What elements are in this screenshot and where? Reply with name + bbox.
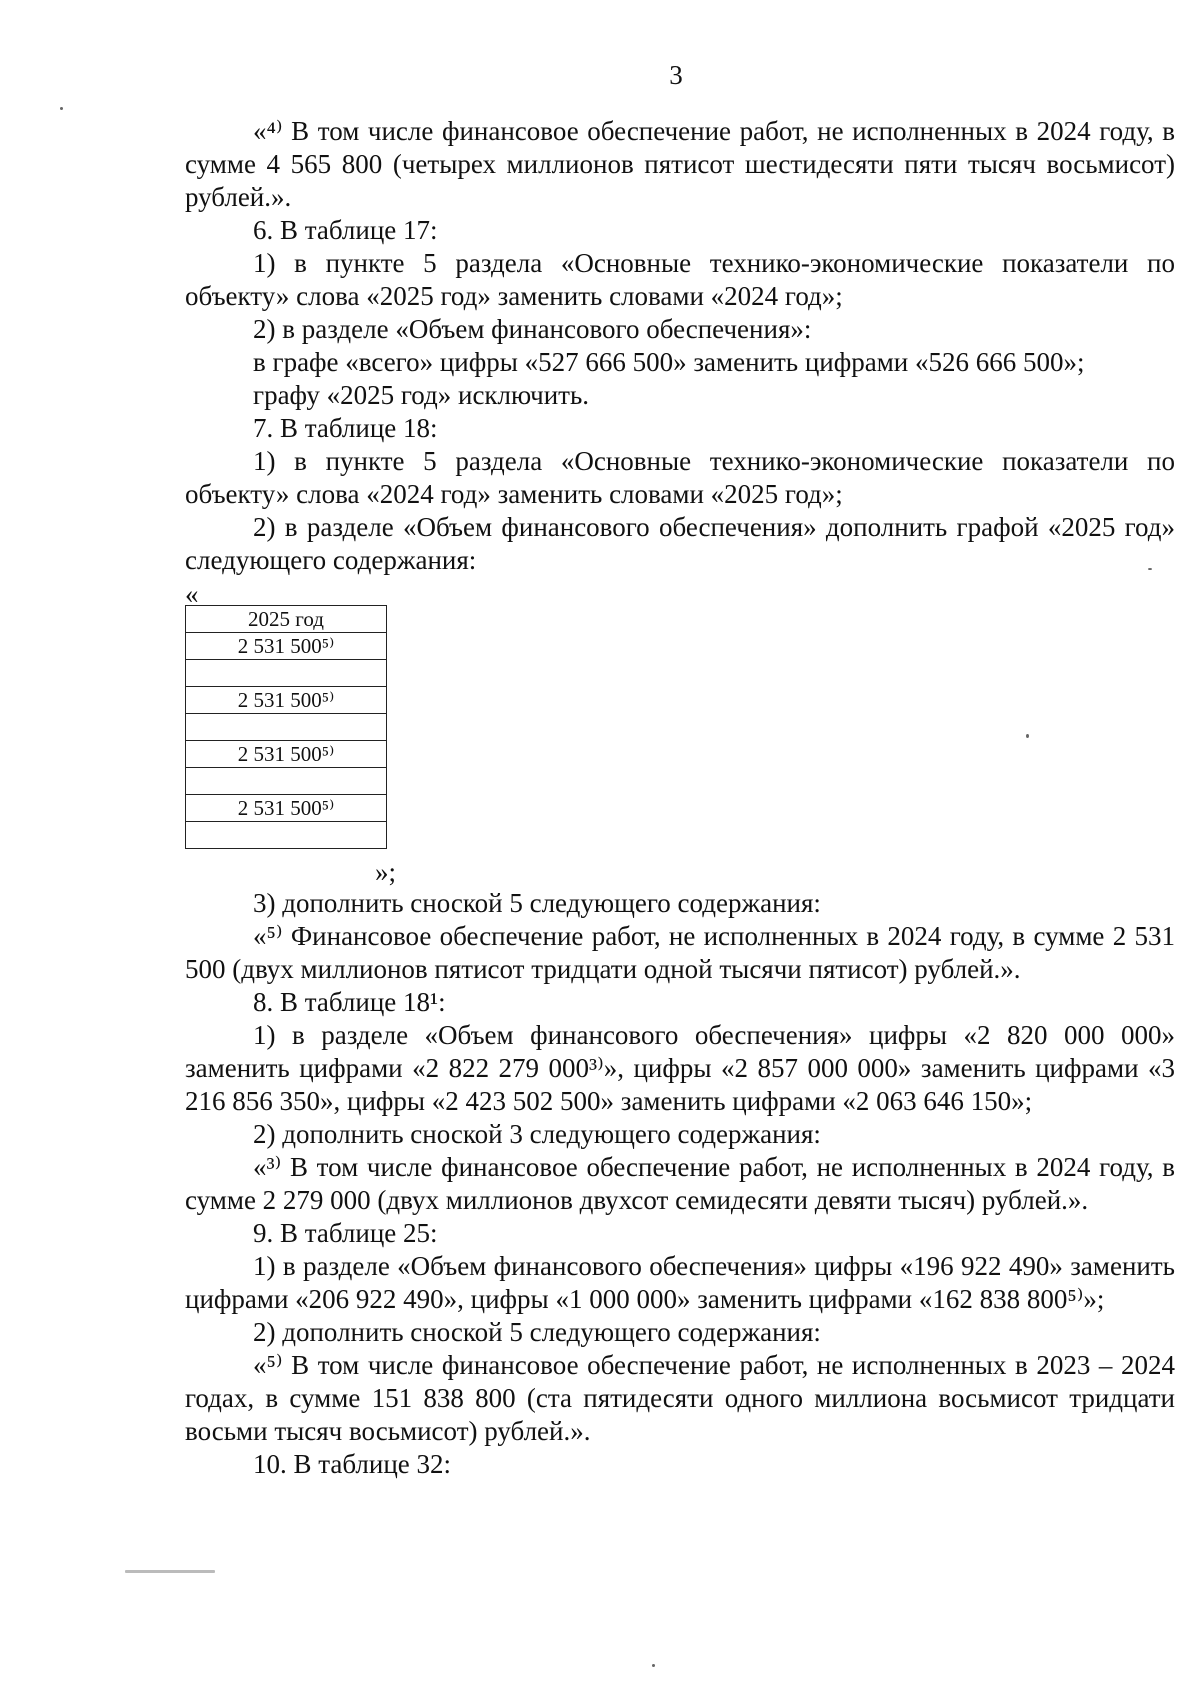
table-row [186, 606, 387, 633]
footnote-5b-text: «⁵⁾ В том числе финансовое обеспечение работ, не исполненных в 2023 – 2024 годах, в сумме 151 838 800 (ста пятидесяти одного миллиона восьмисот тридцати восьми тысяч восьмисот) рублей.». [185, 1350, 1175, 1446]
item-9-heading: 9. В таблице 25: [253, 1218, 438, 1248]
table-cell [186, 660, 387, 687]
item-7-heading: 7. В таблице 18: [253, 413, 438, 443]
scan-speck [125, 1570, 215, 1573]
table-row [186, 687, 387, 714]
table-row [186, 768, 387, 795]
document-body [185, 115, 1175, 1481]
table-cell [186, 768, 387, 795]
item-6-sub-2: 2) в разделе «Объем финансового обеспечения»: [253, 314, 812, 344]
item-8-heading: 8. В таблице 18¹: [253, 987, 446, 1017]
footnote-3-text: «³⁾ В том числе финансовое обеспечение работ, не исполненных в 2024 году, в сумме 2 279 000 (двух миллионов двухсот семидесяти девяти тысяч) рублей.». [185, 1152, 1175, 1215]
table-cell [186, 822, 387, 849]
item-9-sub-2: 2) дополнить сноской 5 следующего содержания: [253, 1317, 821, 1347]
item-8-sub-2: 2) дополнить сноской 3 следующего содержания: [253, 1119, 821, 1149]
scan-speck [1148, 568, 1152, 570]
scan-speck [652, 1664, 655, 1667]
table-row [186, 822, 387, 849]
item-10-heading: 10. В таблице 32: [253, 1449, 452, 1479]
item-6-sub-2-exclude: графу «2025 год» исключить. [253, 380, 590, 410]
table-row [186, 795, 387, 822]
item-6-sub-2-total: в графе «всего» цифры «527 666 500» заменить цифрами «526 666 500»; [253, 347, 1085, 377]
page-number: 3 [669, 60, 683, 90]
table-cell: 2 531 500⁵⁾ [186, 741, 387, 768]
table-row [186, 714, 387, 741]
table-close-quote: »; [375, 857, 397, 887]
item-6-sub-1: 1) в пункте 5 раздела «Основные технико-экономические показатели по объекту» слова «2025 год» заменить словами «2024 год»; [185, 248, 1175, 311]
scan-speck [60, 107, 63, 110]
table-open-quote: « [185, 579, 199, 609]
footnote-4-text: «⁴⁾ В том числе финансовое обеспечение работ, не исполненных в 2024 году, в сумме 4 565 800 (четырех миллионов пятисот шестидесяти пяти тысяч восьмисот) рублей.». [185, 116, 1175, 212]
scan-speck [1026, 734, 1029, 738]
inserted-column-table [185, 605, 387, 849]
table-row [186, 660, 387, 687]
table-row [186, 633, 387, 660]
item-9-sub-1: 1) в разделе «Объем финансового обеспечения» цифры «196 922 490» заменить цифрами «206 922 490», цифры «1 000 000» заменить цифрами «162 838 800⁵⁾»; [185, 1251, 1175, 1314]
table-cell: 2 531 500⁵⁾ [186, 633, 387, 660]
table-cell: 2 531 500⁵⁾ [186, 687, 387, 714]
table-row [186, 741, 387, 768]
item-7-sub-2: 2) в разделе «Объем финансового обеспечения» дополнить графой «2025 год» следующего содержания: [185, 512, 1175, 575]
table-cell [186, 714, 387, 741]
item-7-sub-1: 1) в пункте 5 раздела «Основные технико-экономические показатели по объекту» слова «2024 год» заменить словами «2025 год»; [185, 446, 1175, 509]
item-8-sub-1: 1) в разделе «Объем финансового обеспечения» цифры «2 820 000 000» заменить цифрами «2 822 279 000³⁾», цифры «2 857 000 000» заменить цифрами «3 216 856 350», цифры «2 423 502 500» заменить цифрами «2 063 646 150»; [185, 1020, 1175, 1116]
table-cell-header: 2025 год [186, 606, 387, 633]
item-7-sub-3: 3) дополнить сноской 5 следующего содержания: [253, 888, 821, 918]
item-6-heading: 6. В таблице 17: [253, 215, 438, 245]
footnote-5-text: «⁵⁾ Финансовое обеспечение работ, не исполненных в 2024 году, в сумме 2 531 500 (двух миллионов пятисот тридцати одной тысячи пятисот) рублей.». [185, 921, 1175, 984]
table-cell: 2 531 500⁵⁾ [186, 795, 387, 822]
